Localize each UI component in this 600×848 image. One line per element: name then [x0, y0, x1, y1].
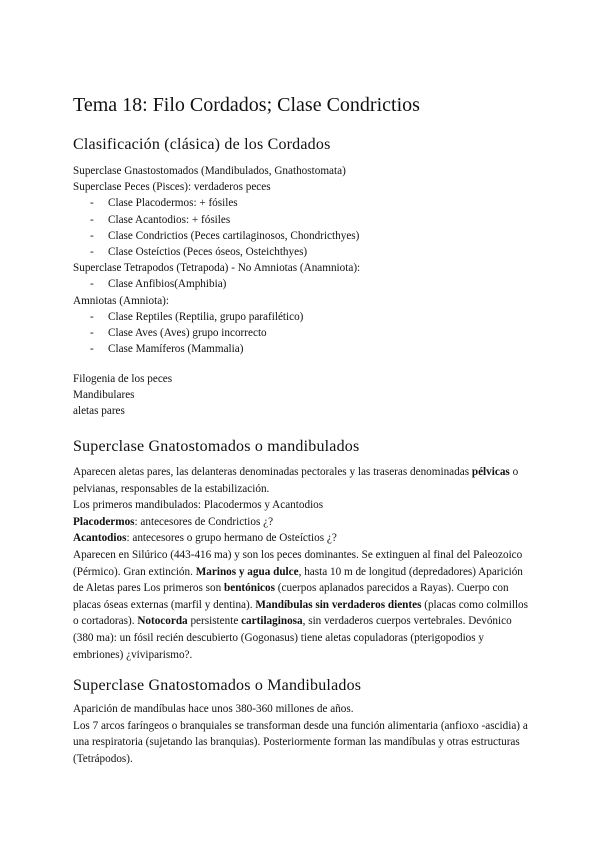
- paragraph: Los 7 arcos faríngeos o branquiales se transforman desde una función alimentaria (anfioxo -ascidia) a una respiratoria (sujetando las branquias). Posteriormente forman las mandíbulas y otras estructuras (Tetrápodos).: [73, 719, 528, 765]
- bullet-dash: -: [90, 245, 94, 258]
- bullet-dash: -: [90, 229, 94, 242]
- paragraph: Placodermos: antecesores de Condrictios ¿?: [73, 515, 274, 528]
- bullet-dash: -: [90, 278, 94, 291]
- list-item: - Clase Mamíferos (Mammalia): [73, 341, 360, 357]
- bullet-dash: -: [90, 326, 94, 339]
- paragraph: Aparecen aletas pares, las delanteras denominadas pectorales y las traseras denominadas pélvicas o pelvianas, responsables de la estabilización.: [73, 466, 519, 495]
- text-line: Superclase Gnastostomados (Mandibulados, Gnathostomata): [73, 165, 346, 177]
- classification-list: [73, 163, 360, 357]
- paragraph: Aparecen en Silúrico (443-416 ma) y son los peces dominantes. Se extinguen al final del Paleozoico (Pérmico). Gran extinción. Marinos y agua dulce, hasta 10 m de longitud (depredadores) Aparición de Aletas pares Los primeros son bentónicos (cuerpos aplanados parecidos a Rayas). Cuerpo con placas óseas externas (marfil y dentina). Mandíbulas sin verdaderos dientes (placas como colmillos o cortadoras). Notocorda persistente cartilaginosa, sin verdaderos cuerpos vertebrales. Devónico (380 ma): un fósil recién descubierto (Gogonasus) tiene aletas copuladoras (pterigopodios y embriones) ¿viviparismo?.: [73, 548, 529, 661]
- text-line: Mandibulares: [73, 389, 135, 402]
- list-item: - Clase Aves (Aves) grupo incorrecto: [73, 325, 360, 341]
- paragraph: Acantodios: antecesores o grupo hermano de Osteíctios ¿?: [73, 532, 337, 545]
- bullet-dash: -: [90, 213, 94, 226]
- bullet-dash: -: [90, 197, 94, 210]
- list-item: - Clase Condrictios (Peces cartilaginosos, Chondricthyes): [73, 228, 360, 244]
- section-heading-gnatostomados: Superclase Gnatostomados o mandibulados: [73, 438, 360, 455]
- text-line: Superclase Peces (Pisces): verdaderos peces: [73, 181, 271, 194]
- page-title: Tema 18: Filo Cordados; Clase Condrictios: [73, 94, 420, 116]
- list-item: - Clase Reptiles (Reptilia, grupo parafilético): [73, 309, 360, 325]
- paragraph: Aparición de mandíbulas hace unos 380-360 millones de años.: [73, 703, 354, 715]
- text-line: Amniotas (Amniota):: [73, 294, 170, 307]
- bullet-dash: -: [90, 343, 94, 356]
- section-body-mandibulados: [73, 701, 531, 767]
- section-body-gnatostomados: [73, 464, 531, 663]
- list-item: - Clase Acantodios: + fósiles: [73, 212, 360, 228]
- section-heading-classification: Clasificación (clásica) de los Cordados: [73, 136, 331, 153]
- list-item: - Clase Anfibios(Amphibia): [73, 276, 360, 292]
- text-line: aletas pares: [73, 405, 125, 418]
- list-item: - Clase Placodermos: + fósiles: [73, 195, 360, 211]
- bullet-dash: -: [90, 310, 94, 323]
- text-line: Superclase Tetrapodos (Tetrapoda) - No Amniotas (Anamniota):: [73, 262, 361, 275]
- list-item: - Clase Osteíctios (Peces óseos, Osteichthyes): [73, 244, 360, 260]
- section-heading-mandibulados: Superclase Gnatostomados o Mandibulados: [73, 677, 362, 694]
- notes-block: [73, 371, 172, 420]
- text-line: Filogenia de los peces: [73, 373, 173, 385]
- paragraph: Los primeros mandibulados: Placodermos y Acantodios: [73, 499, 324, 512]
